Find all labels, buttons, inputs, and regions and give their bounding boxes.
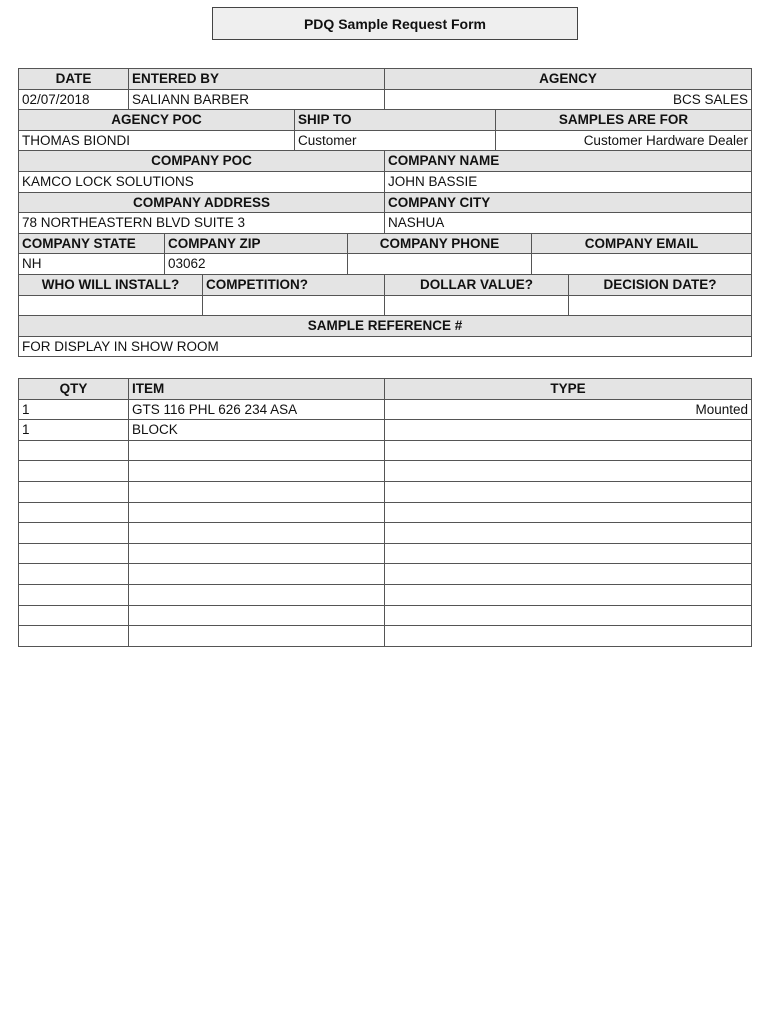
header-row xyxy=(18,316,752,337)
sample-ref-field[interactable]: FOR DISPLAY IN SHOW ROOM xyxy=(18,337,752,357)
type-cell[interactable] xyxy=(384,523,752,543)
table-row xyxy=(18,523,752,544)
table-row xyxy=(18,482,752,503)
value-row xyxy=(18,337,752,358)
item-column-header: ITEM xyxy=(128,379,384,399)
item-cell[interactable] xyxy=(128,461,384,481)
type-cell[interactable] xyxy=(384,585,752,605)
item-cell[interactable] xyxy=(128,564,384,584)
agency-poc-field[interactable]: THOMAS BIONDI xyxy=(18,131,294,151)
company-zip-field[interactable]: 03062 xyxy=(164,254,347,274)
item-cell[interactable]: BLOCK xyxy=(128,420,384,440)
table-row xyxy=(18,420,752,441)
item-cell[interactable] xyxy=(128,503,384,523)
table-row xyxy=(18,564,752,585)
item-cell[interactable] xyxy=(128,523,384,543)
company-poc-label: COMPANY POC xyxy=(18,151,384,171)
table-row xyxy=(18,441,752,462)
decision-date-label: DECISION DATE? xyxy=(568,275,752,295)
company-email-field[interactable] xyxy=(531,254,752,274)
ship-to-label: SHIP TO xyxy=(294,110,495,130)
company-phone-label: COMPANY PHONE xyxy=(347,234,531,254)
company-name-label: COMPANY NAME xyxy=(384,151,752,171)
qty-cell[interactable] xyxy=(18,606,128,626)
who-install-field[interactable] xyxy=(18,296,202,316)
table-row xyxy=(18,585,752,606)
qty-cell[interactable] xyxy=(18,482,128,502)
who-install-label: WHO WILL INSTALL? xyxy=(18,275,202,295)
company-email-label: COMPANY EMAIL xyxy=(531,234,752,254)
agency-label: AGENCY xyxy=(384,69,752,89)
dollar-value-field[interactable] xyxy=(384,296,568,316)
item-cell[interactable] xyxy=(128,441,384,461)
competition-field[interactable] xyxy=(202,296,384,316)
type-cell[interactable] xyxy=(384,441,752,461)
item-cell[interactable]: GTS 116 PHL 626 234 ASA xyxy=(128,400,384,420)
company-city-label: COMPANY CITY xyxy=(384,193,752,213)
company-city-field[interactable]: NASHUA xyxy=(384,213,752,233)
value-row xyxy=(18,254,752,275)
header-row xyxy=(18,69,752,90)
dollar-value-label: DOLLAR VALUE? xyxy=(384,275,568,295)
type-cell[interactable] xyxy=(384,564,752,584)
request-details-table xyxy=(18,68,752,357)
agency-field[interactable]: BCS SALES xyxy=(384,90,752,110)
company-phone-field[interactable] xyxy=(347,254,531,274)
agency-poc-label: AGENCY POC xyxy=(18,110,294,130)
header-row xyxy=(18,234,752,255)
company-zip-label: COMPANY ZIP xyxy=(164,234,347,254)
company-poc-field[interactable]: KAMCO LOCK SOLUTIONS xyxy=(18,172,384,192)
type-cell[interactable]: Mounted xyxy=(384,400,752,420)
value-row xyxy=(18,131,752,152)
type-cell[interactable] xyxy=(384,544,752,564)
qty-column-header: QTY xyxy=(18,379,128,399)
ship-to-field[interactable]: Customer xyxy=(294,131,495,151)
qty-cell[interactable]: 1 xyxy=(18,420,128,440)
type-cell[interactable] xyxy=(384,503,752,523)
qty-cell[interactable] xyxy=(18,461,128,481)
items-body xyxy=(18,400,752,647)
qty-cell[interactable]: 1 xyxy=(18,400,128,420)
value-row xyxy=(18,213,752,234)
item-cell[interactable] xyxy=(128,544,384,564)
items-table xyxy=(18,378,752,647)
item-cell[interactable] xyxy=(128,626,384,646)
company-state-field[interactable]: NH xyxy=(18,254,164,274)
type-cell[interactable] xyxy=(384,420,752,440)
value-row xyxy=(18,296,752,317)
date-field[interactable]: 02/07/2018 xyxy=(18,90,128,110)
items-header-row xyxy=(18,379,752,400)
date-label: DATE xyxy=(18,69,128,89)
header-row xyxy=(18,110,752,131)
sample-ref-label: SAMPLE REFERENCE # xyxy=(18,316,752,336)
qty-cell[interactable] xyxy=(18,564,128,584)
samples-for-label: SAMPLES ARE FOR xyxy=(495,110,752,130)
type-cell[interactable] xyxy=(384,482,752,502)
type-cell[interactable] xyxy=(384,461,752,481)
entered-by-label: ENTERED BY xyxy=(128,69,384,89)
table-row xyxy=(18,461,752,482)
entered-by-field[interactable]: SALIANN BARBER xyxy=(128,90,384,110)
header-row xyxy=(18,151,752,172)
type-cell[interactable] xyxy=(384,626,752,646)
type-column-header: TYPE xyxy=(384,379,752,399)
company-state-label: COMPANY STATE xyxy=(18,234,164,254)
qty-cell[interactable] xyxy=(18,544,128,564)
item-cell[interactable] xyxy=(128,606,384,626)
header-row xyxy=(18,193,752,214)
header-row xyxy=(18,275,752,296)
qty-cell[interactable] xyxy=(18,503,128,523)
qty-cell[interactable] xyxy=(18,523,128,543)
type-cell[interactable] xyxy=(384,606,752,626)
table-row xyxy=(18,626,752,647)
item-cell[interactable] xyxy=(128,482,384,502)
qty-cell[interactable] xyxy=(18,441,128,461)
form-title: PDQ Sample Request Form xyxy=(212,7,578,40)
value-row xyxy=(18,172,752,193)
decision-date-field[interactable] xyxy=(568,296,752,316)
company-name-field[interactable]: JOHN BASSIE xyxy=(384,172,752,192)
company-address-field[interactable]: 78 NORTHEASTERN BLVD SUITE 3 xyxy=(18,213,384,233)
table-row xyxy=(18,544,752,565)
qty-cell[interactable] xyxy=(18,585,128,605)
competition-label: COMPETITION? xyxy=(202,275,384,295)
table-row xyxy=(18,400,752,421)
item-cell[interactable] xyxy=(128,585,384,605)
qty-cell[interactable] xyxy=(18,626,128,646)
table-row xyxy=(18,503,752,524)
value-row xyxy=(18,90,752,111)
table-row xyxy=(18,606,752,627)
company-address-label: COMPANY ADDRESS xyxy=(18,193,384,213)
samples-for-field[interactable]: Customer Hardware Dealer xyxy=(495,131,752,151)
